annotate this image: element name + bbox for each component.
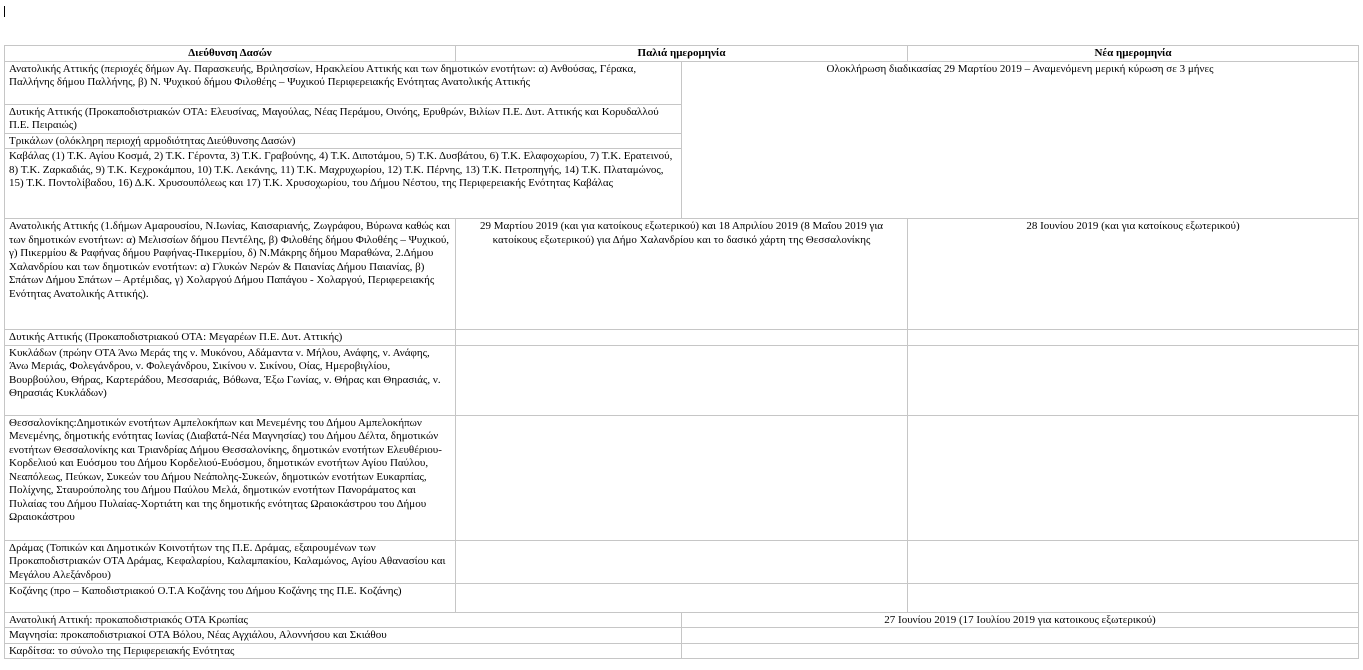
region-cell: Δυτικής Αττικής (Προκαποδιστριακών ΟΤΑ: Ελευσίνας, Μαγούλας, Νέας Περάμου, Οινόης, Ερυθρών, Βιλίων Π.Ε. Δυτ. Αττικής και Κορυδαλλού Π.Ε. Πειραιώς) bbox=[5, 104, 682, 133]
table-row bbox=[5, 628, 1359, 644]
region-cell: Ανατολικής Αττικής (1.δήμων Αμαρουσίου, Ν.Ιωνίας, Καισαριανής, Ζωγράφου, Βύρωνα καθώς και των δημοτικών ενοτήτων: α) Μελισσίων δήμου Πεντέλης, β) Φιλοθέης δήμου Φιλοθέης – Ψυχικού, γ) Πικερμίου & Ραφήνας δήμου Ραφήνας-Πικερμίου, δ) Ν.Μάκρης δήμου Μαραθώνα, 2.Δήμου Χαλανδρίου και των δημοτικών ενοτήτων: α) Γλυκών Νερών & Παιανίας Δήμου Παιανίας, β) Σπάτων Δήμου Σπάτων – Αρτέμιδας, γ) Χολαργού Δήμου Παπάγου - Χολαργού, Περιφερειακής Ενότητας Ανατολικής Αττικής). bbox=[5, 219, 456, 330]
status-cell bbox=[682, 643, 1359, 659]
table-row bbox=[5, 330, 1359, 346]
old-date-cell bbox=[456, 415, 908, 540]
merged-status-cell: Ολοκλήρωση διαδικασίας 29 Μαρτίου 2019 – Αναμενόμενη μερική κύρωση σε 3 μήνες bbox=[682, 61, 1359, 219]
region-cell: Κυκλάδων (πρώην ΟΤΑ Άνω Μεράς της ν. Μυκόνου, Αδάμαντα ν. Μήλου, Ανάφης, ν. Ανάφης, Άνω Μεριάς, Φολεγάνδρου, ν. Φολεγάνδρου, Σικίνου ν. Σικίνου, Οίας, Ημεροβιγλίου, Βουρβούλου, Θήρας, Καρτεράδου, Μεσσαριάς, Βόθωνα, Έξω Γωνίας, ν. Θήρας και Θηρασιάς, ν. Θηρασιάς Κυκλάδων) bbox=[5, 345, 456, 415]
table-row bbox=[5, 583, 1359, 612]
new-date-cell bbox=[908, 415, 1359, 540]
merged-status-cell: 27 Ιουνίου 2019 (17 Ιουλίου 2019 για κατοικους εξωτερικού) bbox=[682, 612, 1359, 628]
region-cell: Θεσσαλονίκης:Δημοτικών ενοτήτων Αμπελοκήπων και Μενεμένης του Δήμου Αμπελοκήπων Μενεμένης, δημοτικής ενότητας Ιωνίας (Διαβατά-Νέα Μαγνησίας) του Δήμου Δέλτα, δημοτικών ενοτήτων Θεσσαλονίκης και Τριανδρίας Δήμου Θεσσαλονίκης, δημοτικών ενοτήτων Ελευθέριου-Κορδελιού και Ευόσμου του Δήμου Κορδελιού-Ευόσμου, δημοτικών ενοτήτων Αγίου Παύλου, Νεαπόλεως, Πεύκων, Συκεών του Δήμου Νεάπολης-Συκεών, δημοτικών ενοτήτων Ευκαρπίας, Πολίχνης, Σταυρούπολης του Δήμου Παύλου Μελά, δημοτικών ενοτήτων Πανοράματος και Πυλαίας του Δήμου Πυλαίας-Χορτιάτη και της δημοτικής ενότητας Ωραιοκάστρου του Δήμου Ωραιοκάστρου bbox=[5, 415, 456, 540]
new-date-cell bbox=[908, 330, 1359, 346]
old-date-cell: 29 Μαρτίου 2019 (και για κατοίκους εξωτερικού) και 18 Απριλίου 2019 (8 Μαΐου 2019 για κατοίκους εξωτερικού) για Δήμο Χαλανδρίου και το δασικό χάρτη της Θεσσαλονίκης bbox=[456, 219, 908, 330]
text-cursor bbox=[4, 6, 5, 17]
table-row bbox=[5, 345, 1359, 415]
old-date-cell bbox=[456, 583, 908, 612]
header-region: Διεύθυνση Δασών bbox=[5, 46, 456, 62]
region-cell: Καρδίτσα: το σύνολο της Περιφερειακής Ενότητας bbox=[5, 643, 682, 659]
region-cell: Δράμας (Τοπικών και Δημοτικών Κοινοτήτων της Π.Ε. Δράμας, εξαιρουμένων των Προκαποδιστριακών ΟΤΑ Δράμας, Κεφαλαρίου, Καλαμπακίου, Καλαμώνος, Αγίου Αθανασίου και Μεγάλου Αλεξάνδρου) bbox=[5, 540, 456, 583]
new-date-cell bbox=[908, 583, 1359, 612]
new-date-cell: 28 Ιουνίου 2019 (και για κατοίκους εξωτερικού) bbox=[908, 219, 1359, 330]
old-date-cell bbox=[456, 345, 908, 415]
table-row bbox=[5, 643, 1359, 659]
new-date-cell bbox=[908, 345, 1359, 415]
header-new-date: Νέα ημερομηνία bbox=[908, 46, 1359, 62]
region-cell: Τρικάλων (ολόκληρη περιοχή αρμοδιότητας Διεύθυνσης Δασών) bbox=[5, 133, 682, 149]
table-row bbox=[5, 61, 1359, 104]
region-cell: Δυτικής Αττικής (Προκαποδιστριακού ΟΤΑ: Μεγαρέων Π.Ε. Δυτ. Αττικής) bbox=[5, 330, 456, 346]
table-row bbox=[5, 612, 1359, 628]
old-date-cell bbox=[456, 540, 908, 583]
region-cell: Καβάλας (1) Τ.Κ. Αγίου Κοσμά, 2) Τ.Κ. Γέροντα, 3) Τ.Κ. Γραβούνης, 4) Τ.Κ. Διποτάμου, 5) Τ.Κ. Δυσβάτου, 6) Τ.Κ. Ελαφοχωρίου, 7) Τ.Κ. Ερατεινού, 8) Τ.Κ. Ζαρκαδιάς, 9) Τ.Κ. Κεχροκάμπου, 10) Τ.Κ. Λεκάνης, 11) Τ.Κ. Μαχρυχωρίου, 12) Τ.Κ. Πέρνης, 13) Τ.Κ. Πετροπηγής, 14) Τ.Κ. Πλαταμώνος, 15) Τ.Κ. Ποντολίβαδου, 16) Δ.Κ. Χρυσουπόλεως και 17) Τ.Κ. Χρυσοχωρίου, του Δήμου Νέστου, της Περιφερειακής Ενότητας Καβάλας bbox=[5, 149, 682, 219]
region-cell: Ανατολικής Αττικής (περιοχές δήμων Αγ. Παρασκευής, Βριλησσίων, Ηρακλείου Αττικής και των δημοτικών ενοτήτων: α) Ανθούσας, Γέρακα, Παλλήνης δήμου Παλλήνης, β) Ν. Ψυχικού δήμου Φιλοθέης – Ψυχικού Περιφερειακής Ενότητας Ανατολικής Αττικής bbox=[5, 61, 682, 104]
table-row bbox=[5, 540, 1359, 583]
new-date-cell bbox=[908, 540, 1359, 583]
old-date-cell bbox=[456, 330, 908, 346]
header-old-date: Παλιά ημερομηνία bbox=[456, 46, 908, 62]
forest-maps-dates-table bbox=[4, 45, 1359, 659]
region-cell: Κοζάνης (προ – Καποδιστριακού Ο.Τ.Α Κοζάνης του Δήμου Κοζάνης της Π.Ε. Κοζάνης) bbox=[5, 583, 456, 612]
status-cell bbox=[682, 628, 1359, 644]
table-header-row bbox=[5, 46, 1359, 62]
region-cell: Ανατολική Αττική: προκαποδιστριακός ΟΤΑ Κρωπίας bbox=[5, 612, 682, 628]
table-row bbox=[5, 415, 1359, 540]
table-row bbox=[5, 219, 1359, 330]
region-cell: Μαγνησία: προκαποδιστριακοί ΟΤΑ Βόλου, Νέας Αγχιάλου, Αλοννήσου και Σκιάθου bbox=[5, 628, 682, 644]
